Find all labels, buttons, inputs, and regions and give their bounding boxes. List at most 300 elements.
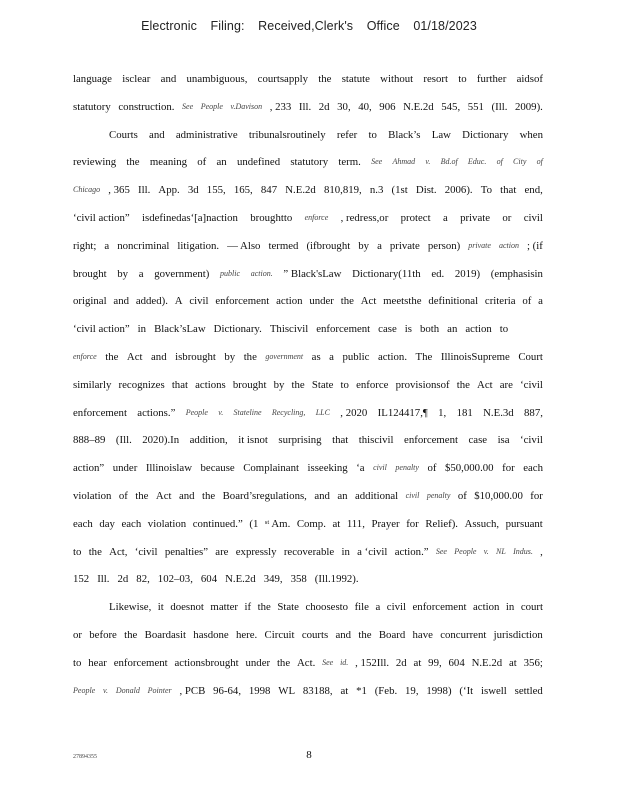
- word: a: [442, 211, 448, 224]
- filing-header: Electronic Filing: Received,Clerk's Office 01/18/2023: [141, 19, 477, 33]
- word: violation: [147, 517, 187, 530]
- text-line: [73, 267, 543, 295]
- word: each: [73, 517, 93, 530]
- text-line: [73, 628, 543, 656]
- word: addition,: [189, 434, 228, 447]
- word: *1: [356, 684, 367, 697]
- word: Act.: [296, 656, 316, 669]
- word: to: [73, 656, 82, 669]
- italic-word: penalty: [395, 463, 419, 473]
- word: State: [311, 378, 334, 391]
- word: an: [337, 489, 348, 502]
- word: , 233: [269, 100, 292, 113]
- word: , 2020: [340, 406, 368, 419]
- word: each: [523, 462, 543, 475]
- word: 152: [73, 573, 90, 586]
- word: ‘civil: [134, 545, 158, 558]
- italic-word: v.Davison: [230, 101, 263, 111]
- italic-word: civil: [373, 463, 387, 473]
- word: Relief).: [425, 517, 459, 530]
- word: Board’sregulations,: [222, 489, 307, 502]
- word: a: [329, 350, 334, 363]
- word: pursuant: [505, 517, 543, 530]
- word: as: [311, 350, 321, 363]
- word: private: [389, 239, 420, 252]
- word: 30,: [337, 100, 351, 113]
- text-line: [73, 406, 543, 434]
- word: brought: [232, 378, 267, 391]
- word: reviewing: [73, 156, 117, 169]
- word: 111,: [346, 517, 365, 530]
- word: courts: [301, 628, 329, 641]
- word: because: [200, 462, 235, 475]
- word: are: [215, 545, 229, 558]
- word: actions.”: [137, 406, 176, 419]
- word: thiscivil: [358, 434, 394, 447]
- word: or: [73, 628, 82, 641]
- word: , 365: [108, 184, 130, 197]
- italic-word: v.: [218, 407, 224, 417]
- word: protect: [400, 211, 431, 224]
- italic-word: Pointer: [147, 685, 172, 695]
- word: A: [174, 295, 183, 308]
- word: criteria: [484, 295, 516, 308]
- word: termed: [268, 239, 299, 252]
- word: or: [502, 211, 512, 224]
- word: public: [342, 350, 370, 363]
- word: and: [151, 350, 167, 363]
- italic-word: v.: [425, 157, 431, 167]
- word: additional: [354, 489, 399, 502]
- italic-word: v.: [483, 546, 489, 556]
- word: Act: [126, 350, 143, 363]
- text-line: [73, 684, 543, 712]
- word: 1998: [248, 684, 271, 697]
- word: for: [530, 489, 543, 502]
- word: 2d: [395, 656, 407, 669]
- italic-word: People: [454, 546, 477, 556]
- word: in: [137, 323, 147, 336]
- word: — Also: [227, 239, 261, 252]
- italic-word: Stateline: [233, 407, 262, 417]
- word: file: [354, 601, 369, 614]
- word: that: [171, 378, 189, 391]
- word: N.E.2d: [285, 184, 316, 197]
- italic-word: penalty: [426, 490, 451, 500]
- word: by: [358, 239, 370, 252]
- word: isseeking: [307, 462, 348, 475]
- word: definitional: [428, 295, 479, 308]
- word: by: [224, 350, 236, 363]
- word: Act: [477, 378, 493, 391]
- word: to: [458, 73, 467, 85]
- word: courtsapply: [257, 73, 309, 85]
- word: penalties”: [164, 545, 208, 558]
- word: the: [126, 156, 140, 169]
- word: and: [160, 73, 177, 85]
- word: 2d: [117, 573, 129, 586]
- word: broughtto: [250, 211, 293, 224]
- word: of: [118, 489, 128, 502]
- word: unambiguous,: [186, 73, 248, 85]
- word: is: [404, 323, 412, 336]
- word: 99,: [428, 656, 442, 669]
- word: N.E.3d: [483, 406, 514, 419]
- word: undefined: [236, 156, 281, 169]
- word: enforcement: [316, 323, 371, 336]
- word: Illinoislaw: [145, 462, 192, 475]
- word: 96-64,: [213, 684, 242, 697]
- word: Dist.: [415, 184, 437, 197]
- word: Dictionary.: [213, 323, 262, 336]
- italic-word: Educ.: [467, 157, 487, 167]
- word: 1,: [438, 406, 447, 419]
- text-line: [73, 572, 543, 600]
- word: , PCB: [179, 684, 206, 697]
- word: at: [340, 684, 349, 697]
- word: meaning: [149, 156, 188, 169]
- word: N.E.2d: [225, 573, 256, 586]
- word: for: [406, 517, 419, 530]
- text-line: [73, 100, 543, 128]
- word: Black’s: [388, 128, 421, 141]
- word: in: [341, 545, 350, 558]
- italic-word: enforce: [73, 351, 97, 361]
- text-line: [73, 489, 543, 517]
- italic-word: id.: [340, 657, 349, 667]
- text-line: [73, 545, 543, 573]
- word: expressly: [235, 545, 277, 558]
- word: isa: [497, 434, 510, 447]
- word: Likewise,: [109, 601, 152, 614]
- text-line: [73, 433, 543, 461]
- word: To: [480, 184, 493, 197]
- word: that: [332, 434, 349, 447]
- word: Assuch,: [464, 517, 500, 530]
- word: 349,: [263, 573, 283, 586]
- italic-word: NL: [496, 546, 506, 556]
- word: 181: [456, 406, 473, 419]
- word: and: [149, 128, 165, 141]
- word: 887,: [524, 406, 543, 419]
- word: tribunalsroutinely: [248, 128, 326, 141]
- word: State: [277, 601, 299, 614]
- word: Law: [431, 128, 451, 141]
- word: ” Black'sLaw: [283, 267, 342, 280]
- word: the: [105, 350, 119, 363]
- word: Ill.: [97, 573, 110, 586]
- word: Circuit: [264, 628, 295, 641]
- word: (‘It: [459, 684, 474, 697]
- word: (Ill.: [115, 434, 132, 447]
- word: , redress,or: [340, 211, 389, 224]
- word: surprising: [278, 434, 322, 447]
- italic-word: Chicago: [73, 185, 101, 195]
- word: of: [197, 156, 207, 169]
- word: N.E.2d: [403, 100, 434, 113]
- word: added).: [135, 295, 168, 308]
- italic-word: Indus.: [513, 546, 533, 556]
- word: recoverable: [283, 545, 335, 558]
- word: here.: [235, 628, 258, 641]
- word: the: [243, 350, 257, 363]
- word: actions: [195, 378, 226, 391]
- word: hasdone: [193, 628, 229, 641]
- word: actionsbrought: [174, 656, 239, 669]
- italic-word: Bd.of: [440, 157, 458, 167]
- word: the: [276, 656, 291, 669]
- word: to: [499, 323, 509, 336]
- word: iswell: [481, 684, 507, 697]
- word: matter: [210, 601, 238, 614]
- word: court: [520, 601, 543, 614]
- word: meetsthe: [383, 295, 422, 308]
- word: brought: [73, 267, 107, 280]
- text-line: [73, 378, 543, 406]
- word: 19,: [405, 684, 419, 697]
- word: without: [380, 73, 414, 85]
- word: 906: [379, 100, 396, 113]
- word: Ill.: [137, 184, 151, 197]
- word: (emphasisin: [490, 267, 543, 280]
- italic-word: People: [200, 101, 223, 111]
- word: statute: [341, 73, 370, 85]
- word: continued.”: [192, 517, 243, 530]
- italic-word: Ahmad: [392, 157, 416, 167]
- word: of: [522, 295, 532, 308]
- word: to: [73, 545, 82, 558]
- word: administrative: [175, 128, 238, 141]
- italic-word: of: [536, 157, 543, 167]
- word: when: [519, 128, 543, 141]
- word: 165,: [233, 184, 253, 197]
- word: construction.: [118, 100, 175, 113]
- word: a: [538, 295, 543, 308]
- word: the: [257, 601, 271, 614]
- word: to: [368, 128, 377, 141]
- italic-word: See: [371, 157, 383, 167]
- word: action”: [73, 462, 105, 475]
- italic-word: People: [185, 407, 208, 417]
- word: 82,: [136, 573, 150, 586]
- word: 155,: [206, 184, 226, 197]
- word: a: [375, 601, 381, 614]
- word: enforcement: [113, 656, 168, 669]
- word: 3d: [187, 184, 199, 197]
- word: 40,: [358, 100, 372, 113]
- word: case: [468, 434, 488, 447]
- word: Ill.: [298, 100, 312, 113]
- word: 358: [290, 573, 307, 586]
- italic-word: enforce: [304, 212, 329, 222]
- word: action: [276, 295, 303, 308]
- word: Court: [518, 350, 543, 363]
- word: 2006).: [444, 184, 473, 197]
- word: a: [138, 267, 144, 280]
- word: ed.: [431, 267, 445, 280]
- document-id: 27894355: [73, 754, 97, 760]
- word: Black’sLaw: [154, 323, 206, 336]
- word: enforcement: [412, 601, 467, 614]
- word: 847: [260, 184, 278, 197]
- word: , 152Ill.: [355, 656, 390, 669]
- word: IL124417,¶: [377, 406, 428, 419]
- word: term.: [338, 156, 361, 169]
- word: violation: [73, 489, 112, 502]
- word: n.3: [369, 184, 384, 197]
- word: settled: [514, 684, 543, 697]
- word: under: [309, 295, 334, 308]
- word: 2009).: [514, 100, 543, 113]
- word: an: [447, 323, 458, 336]
- word: 2020).In: [142, 434, 180, 447]
- word: at: [509, 656, 517, 669]
- word: 604: [448, 656, 465, 669]
- word: of: [457, 489, 467, 502]
- word: enforce: [356, 378, 389, 391]
- word: 545,: [441, 100, 461, 113]
- word: ,: [540, 545, 543, 558]
- italic-word: public: [220, 268, 241, 278]
- word: the: [340, 295, 354, 308]
- word: Prayer: [371, 517, 400, 530]
- word: and: [178, 489, 195, 502]
- italic-word: See: [435, 546, 447, 556]
- word: resort: [423, 73, 449, 85]
- text-line: [73, 600, 543, 628]
- word: Comp.: [296, 517, 326, 530]
- word: The: [415, 350, 433, 363]
- word: Complainant: [243, 462, 299, 475]
- word: $50,000.00: [444, 462, 494, 475]
- word: each: [121, 517, 142, 530]
- word: statutory: [73, 100, 111, 113]
- word: doesnot: [170, 601, 204, 614]
- word: action: [472, 601, 500, 614]
- word: similarly: [73, 378, 112, 391]
- word: if: [244, 601, 252, 614]
- word: a: [377, 239, 382, 252]
- word: case: [378, 323, 397, 336]
- word: 604: [200, 573, 218, 586]
- text-line: [73, 656, 543, 684]
- word: under: [112, 462, 138, 475]
- word: $10,000.00: [474, 489, 523, 502]
- italic-word: civil: [405, 490, 420, 500]
- text-line: [73, 72, 543, 100]
- text-line: [73, 128, 543, 156]
- word: provisionsof: [395, 378, 450, 391]
- italic-word: Donald: [115, 685, 140, 695]
- word: ‘civil: [520, 434, 543, 447]
- italic-word: Recycling,: [271, 407, 306, 417]
- word: have: [412, 628, 433, 641]
- word: ‘civil action”: [73, 211, 130, 224]
- italic-word: See: [182, 101, 194, 111]
- text-line: [73, 155, 543, 183]
- word: the: [291, 378, 305, 391]
- text-line: [73, 517, 543, 545]
- word: choosesto: [305, 601, 349, 614]
- word: it isnot: [238, 434, 268, 447]
- word: 356;: [523, 656, 543, 669]
- word: a: [104, 239, 110, 252]
- word: by: [117, 267, 129, 280]
- word: enforcement: [73, 406, 127, 419]
- word: Act: [360, 295, 377, 308]
- word: enforcement: [404, 434, 458, 447]
- italic-word: People: [73, 685, 96, 695]
- word: person): [427, 239, 461, 252]
- word: action.: [377, 350, 408, 363]
- word: original: [73, 295, 107, 308]
- word: the: [456, 378, 470, 391]
- word: (1: [249, 517, 259, 530]
- word: App.: [158, 184, 180, 197]
- word: a ‘civil: [357, 545, 388, 558]
- word: end,: [524, 184, 543, 197]
- word: before: [89, 628, 117, 641]
- italic-word: private: [468, 240, 491, 250]
- word: day: [99, 517, 115, 530]
- word: are: [499, 378, 513, 391]
- word: (Feb.: [374, 684, 398, 697]
- italic-word: LLC: [315, 407, 330, 417]
- word: ˢᵗ Am.: [264, 517, 291, 530]
- word: 551: [467, 100, 484, 113]
- word: and: [314, 489, 330, 502]
- word: aidsof: [516, 73, 543, 85]
- word: enforcement: [215, 295, 270, 308]
- word: for: [502, 462, 515, 475]
- word: ‘a: [356, 462, 365, 475]
- italic-word: action: [498, 240, 519, 250]
- word: jurisdiction: [493, 628, 543, 641]
- word: 888–89: [73, 434, 106, 447]
- word: statutory: [290, 156, 329, 169]
- word: under: [245, 656, 271, 669]
- word: both: [419, 323, 440, 336]
- word: 810,819,: [323, 184, 362, 197]
- word: refer: [336, 128, 358, 141]
- word: at: [332, 517, 341, 530]
- word: isdefinedas‘[a]naction: [142, 211, 238, 224]
- word: the: [358, 628, 372, 641]
- word: of: [427, 462, 437, 475]
- word: isbrought: [175, 350, 216, 363]
- text-line: [73, 322, 543, 350]
- word: at: [413, 656, 422, 669]
- word: Boardasit: [144, 628, 187, 641]
- page-number: 8: [306, 749, 312, 761]
- word: 102–03,: [157, 573, 193, 586]
- text-line: [73, 239, 543, 267]
- word: government): [154, 267, 210, 280]
- word: civil: [523, 211, 543, 224]
- word: (Ill.: [491, 100, 508, 113]
- word: to: [340, 378, 349, 391]
- document-body: [73, 72, 543, 711]
- word: Dictionary: [462, 128, 509, 141]
- word: Thiscivil: [269, 323, 309, 336]
- word: WL: [278, 684, 296, 697]
- word: civil: [189, 295, 209, 308]
- word: (Ill.1992).: [314, 573, 359, 586]
- word: ‘civil: [520, 378, 543, 391]
- word: 83188,: [302, 684, 333, 697]
- word: 2019): [454, 267, 481, 280]
- word: in: [505, 601, 515, 614]
